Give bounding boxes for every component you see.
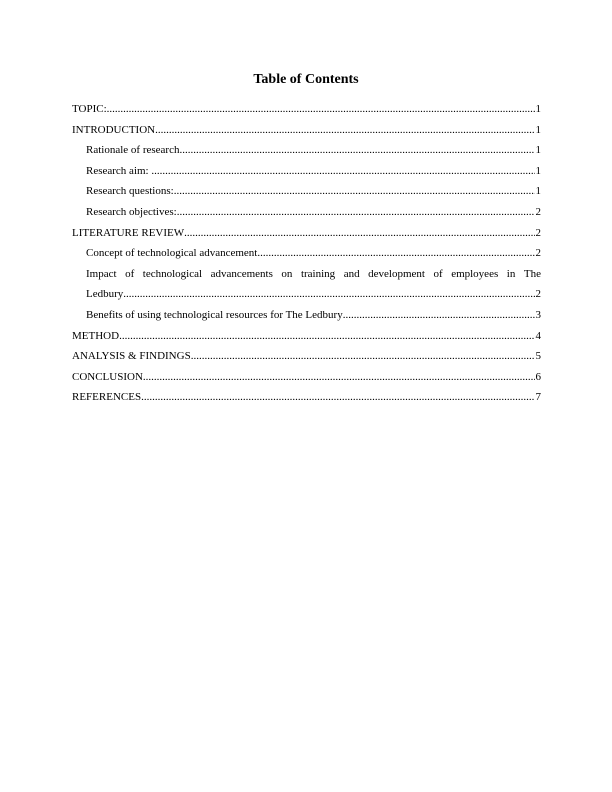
toc-entry-label: ANALYSIS & FINDINGS [72, 350, 191, 363]
toc-entry-benefits[interactable] [72, 305, 541, 326]
toc-entry-label: Benefits of using technological resources for The Ledbury [86, 308, 343, 321]
toc-entry-concept[interactable] [72, 243, 541, 264]
dot-leader [141, 387, 534, 408]
toc-entry-research-questions[interactable] [72, 181, 541, 202]
toc-entry-page: 1 [535, 103, 541, 115]
toc-entry-introduction[interactable] [72, 120, 541, 141]
toc-entry-page: 5 [535, 350, 541, 363]
dot-leader [107, 99, 535, 120]
toc-entry-page: 1 [535, 185, 541, 198]
toc-entry-page: 1 [535, 123, 541, 136]
toc-entry-label: Research objectives: [86, 205, 177, 218]
toc-entry-label-line2: Ledbury ..... 2 [86, 284, 541, 305]
toc-entry-page: 6 [535, 370, 541, 383]
dot-leader [184, 223, 534, 244]
toc-entry-label-line1: Impact of technological advancements on training and development of employees in The [86, 267, 541, 280]
dot-leader [155, 120, 534, 141]
dot-leader [179, 140, 534, 161]
toc-entry-conclusion[interactable] [72, 367, 541, 388]
dot-leader [177, 202, 535, 223]
toc-entry-page: 2 [535, 288, 541, 301]
dot-leader [151, 161, 534, 182]
toc-entry-research-aim[interactable] [72, 161, 541, 182]
toc-entry-page: 1 [535, 164, 541, 177]
toc-entry-research-objectives[interactable] [72, 202, 541, 223]
toc-entry-references[interactable] [72, 387, 541, 408]
toc-entry-label: Concept of technological advancement [86, 247, 258, 260]
toc-entry-page: 2 [535, 226, 541, 239]
toc-entry-page: 2 [535, 247, 541, 260]
toc-entry-topic[interactable] [72, 99, 541, 120]
toc-entry-label: TOPIC: [72, 103, 107, 115]
dot-leader [191, 346, 535, 367]
toc-list [72, 99, 541, 408]
toc-entry-page: 7 [535, 391, 541, 404]
toc-entry-label: Research aim: [86, 164, 152, 177]
toc-entry-label: Rationale of research [86, 144, 180, 157]
toc-entry-label: INTRODUCTION [72, 123, 156, 136]
dot-leader [174, 181, 535, 202]
toc-entry-page: 2 [535, 205, 541, 218]
toc-entry-label: REFERENCES [72, 391, 142, 404]
toc-entry-method[interactable] [72, 326, 541, 347]
toc-entry-label: METHOD [72, 329, 120, 342]
dot-leader [123, 284, 535, 305]
toc-entry-page: 4 [535, 329, 541, 342]
toc-entry-impact[interactable] [72, 264, 541, 305]
toc-entry-label: Research questions: [86, 185, 174, 198]
dot-leader [343, 305, 535, 326]
dot-leader [119, 326, 534, 347]
dot-leader [143, 367, 535, 388]
toc-entry-page: 3 [535, 308, 541, 321]
toc-entry-literature-review[interactable] [72, 223, 541, 244]
toc-entry-rationale[interactable] [72, 140, 541, 161]
toc-entry-page: 1 [535, 144, 541, 157]
toc-entry-label: LITERATURE REVIEW [72, 226, 185, 239]
toc-entry-label: CONCLUSION [72, 370, 143, 383]
toc-title: Table of Contents [253, 72, 359, 87]
dot-leader [257, 243, 534, 264]
toc-entry-analysis-findings[interactable] [72, 346, 541, 367]
